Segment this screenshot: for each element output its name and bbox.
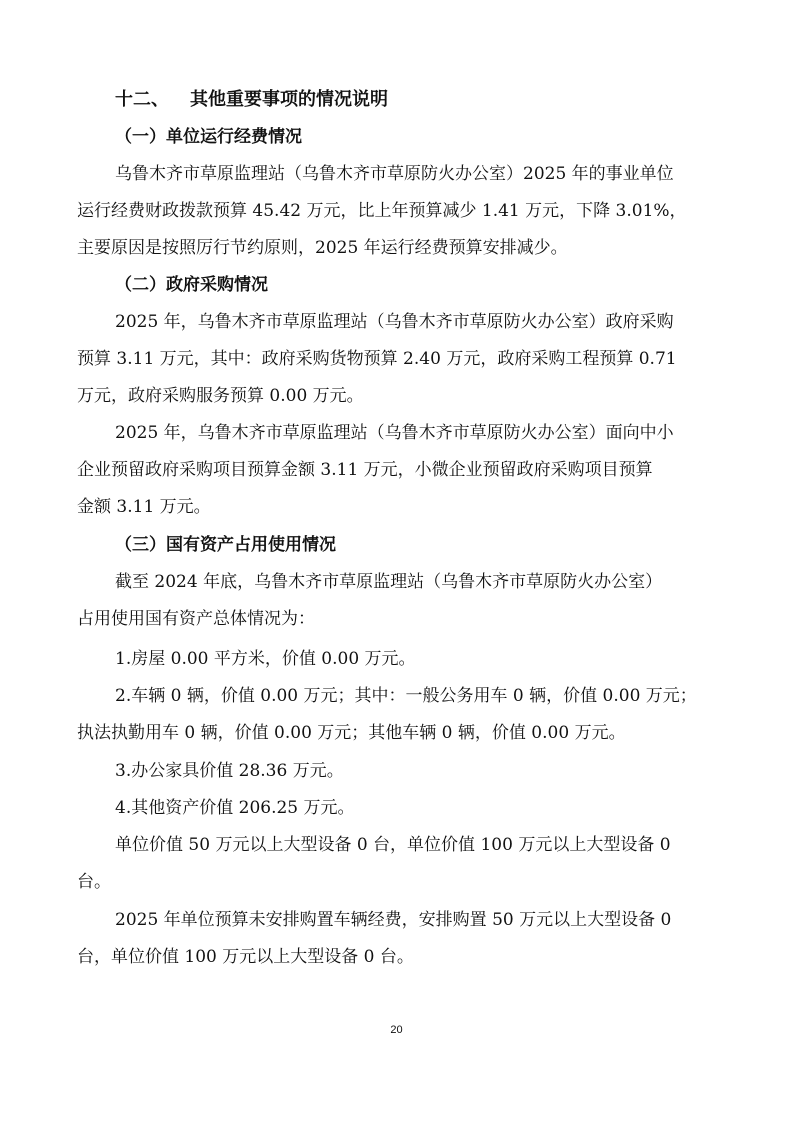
paragraph-line: 乌鲁木齐市草原监理站（乌鲁木齐市草原防火办公室）2025 年的事业单位 (115, 164, 674, 184)
paragraph-line: 2025 年单位预算未安排购置车辆经费，安排购置 50 万元以上大型设备 0 (115, 910, 672, 930)
paragraph-line: 预算 3.11 万元，其中：政府采购货物预算 2.40 万元，政府采购工程预算 0.71 (77, 349, 677, 369)
paragraph-line: 截至 2024 年底，乌鲁木齐市草原监理站（乌鲁木齐市草原防火办公室） (115, 572, 663, 592)
list-item-vehicles: 2.车辆 0 辆，价值 0.00 万元；其中：一般公务用车 0 辆，价值 0.00 万元； (115, 686, 697, 706)
paragraph-line: 占用使用国有资产总体情况为： (77, 609, 315, 629)
paragraph-line: 企业预留政府采购项目预算金额 3.11 万元，小微企业预留政府采购项目预算 (77, 460, 653, 480)
page-number: 20 (390, 1024, 403, 1036)
paragraph-line: 万元，政府采购服务预算 0.00 万元。 (77, 386, 364, 406)
paragraph-line: 2025 年，乌鲁木齐市草原监理站（乌鲁木齐市草原防火办公室）面向中小 (115, 423, 674, 443)
paragraph-line: 主要原因是按照厉行节约原则，2025 年运行经费预算安排减少。 (77, 238, 568, 258)
paragraph-line: 台。 (77, 872, 111, 892)
list-item-other-assets: 4.其他资产价值 206.25 万元。 (115, 798, 355, 818)
paragraph-line: 单位价值 50 万元以上大型设备 0 台，单位价值 100 万元以上大型设备 0 (115, 835, 671, 855)
section-number: 十二、 (115, 89, 169, 110)
list-item-vehicles-continued: 执法执勤用车 0 辆，价值 0.00 万元；其他车辆 0 辆，价值 0.00 万元。 (77, 723, 626, 743)
paragraph-line: 运行经费财政拨款预算 45.42 万元，比上年预算减少 1.41 万元，下降 3.01%， (77, 201, 687, 221)
paragraph-line: 台，单位价值 100 万元以上大型设备 0 台。 (77, 947, 414, 967)
section-title: 其他重要事项的情况说明 (190, 89, 388, 110)
section-heading (115, 88, 388, 112)
subsection-title-state-assets: （三）国有资产占用使用情况 (115, 535, 336, 555)
paragraph-line: 2025 年，乌鲁木齐市草原监理站（乌鲁木齐市草原防火办公室）政府采购 (115, 312, 674, 332)
subsection-title-operating-expenses: （一）单位运行经费情况 (115, 127, 302, 147)
list-item-furniture: 3.办公家具价值 28.36 万元。 (115, 761, 344, 781)
list-item-buildings: 1.房屋 0.00 平方米，价值 0.00 万元。 (115, 649, 416, 669)
subsection-title-procurement: （二）政府采购情况 (115, 275, 268, 295)
paragraph-line: 金额 3.11 万元。 (77, 497, 211, 517)
